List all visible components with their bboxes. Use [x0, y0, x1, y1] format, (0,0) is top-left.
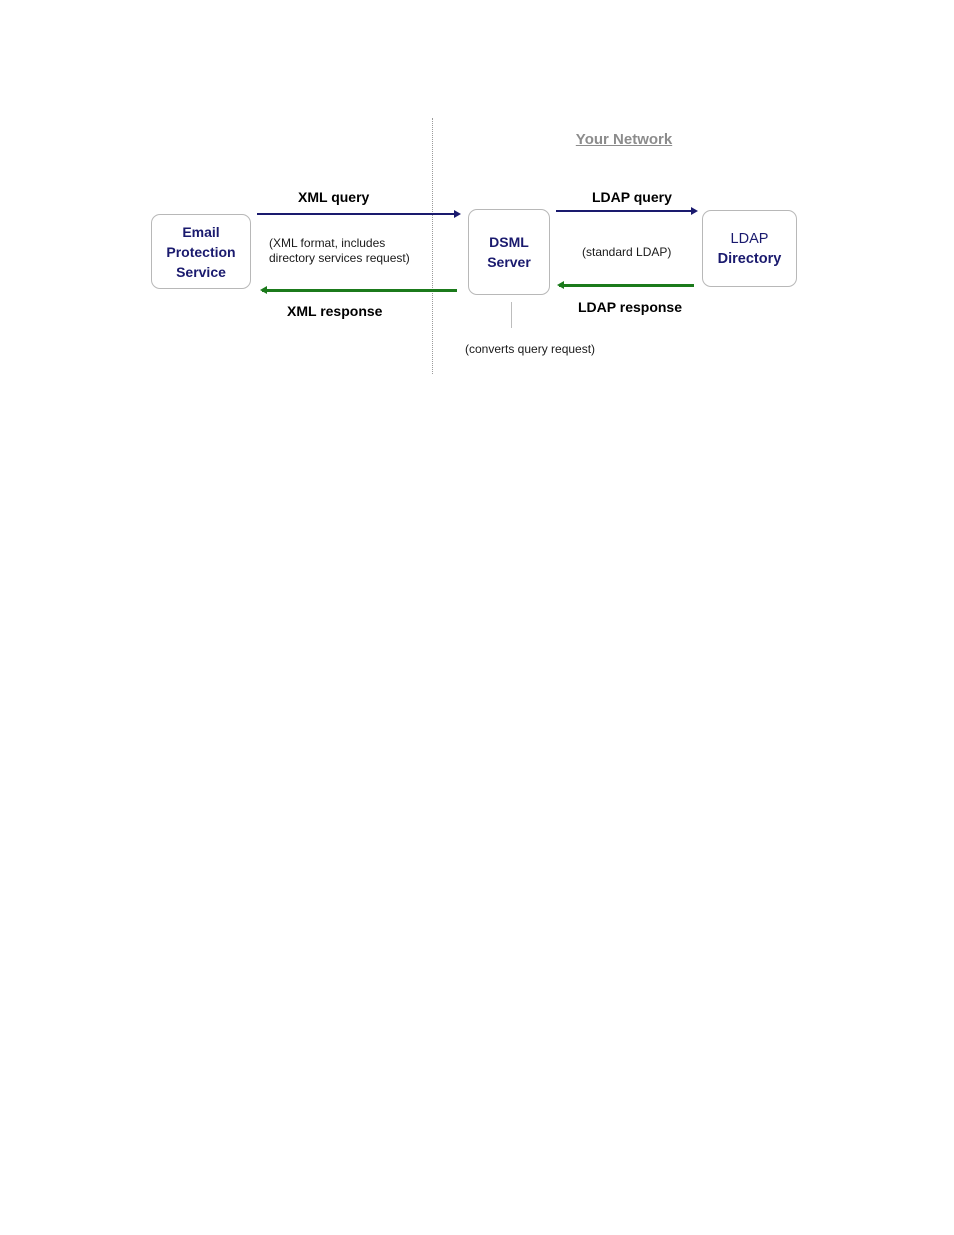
arrow-head-left-icon [260, 286, 267, 294]
arrow-head-right-icon [691, 207, 698, 215]
email-protection-service-node [151, 214, 251, 289]
xml-query-label: XML query [298, 189, 370, 205]
arrow-line [559, 284, 694, 287]
node-label-line: Directory [717, 250, 782, 267]
node-label-line: Protection [166, 243, 236, 260]
arrow-line [262, 289, 457, 292]
note-line: (XML format, includes [269, 236, 386, 250]
node-label-line: Server [487, 254, 531, 270]
standard-ldap-note: (standard LDAP) [582, 245, 672, 259]
xml-format-note [269, 236, 410, 266]
dsml-server-node [468, 209, 550, 295]
arrow-head-left-icon [557, 281, 564, 289]
node-label-line: LDAP [730, 230, 769, 247]
network-boundary-divider [432, 118, 433, 374]
arrow-line [257, 213, 459, 215]
converts-query-note: (converts query request) [465, 342, 596, 356]
note-line: directory services request) [269, 251, 410, 265]
xml-response-label: XML response [287, 303, 383, 319]
node-label-line: DSML [489, 234, 529, 250]
ldap-directory-node [702, 210, 797, 287]
node-label-line: Email [182, 223, 220, 240]
node-label-line: Service [176, 263, 226, 280]
network-title: Your Network [575, 131, 673, 148]
arrow-line [556, 210, 696, 212]
ldap-query-label: LDAP query [592, 189, 672, 205]
arrow-head-right-icon [454, 210, 461, 218]
dsml-note-connector [511, 302, 512, 328]
ldap-response-label: LDAP response [578, 299, 682, 315]
